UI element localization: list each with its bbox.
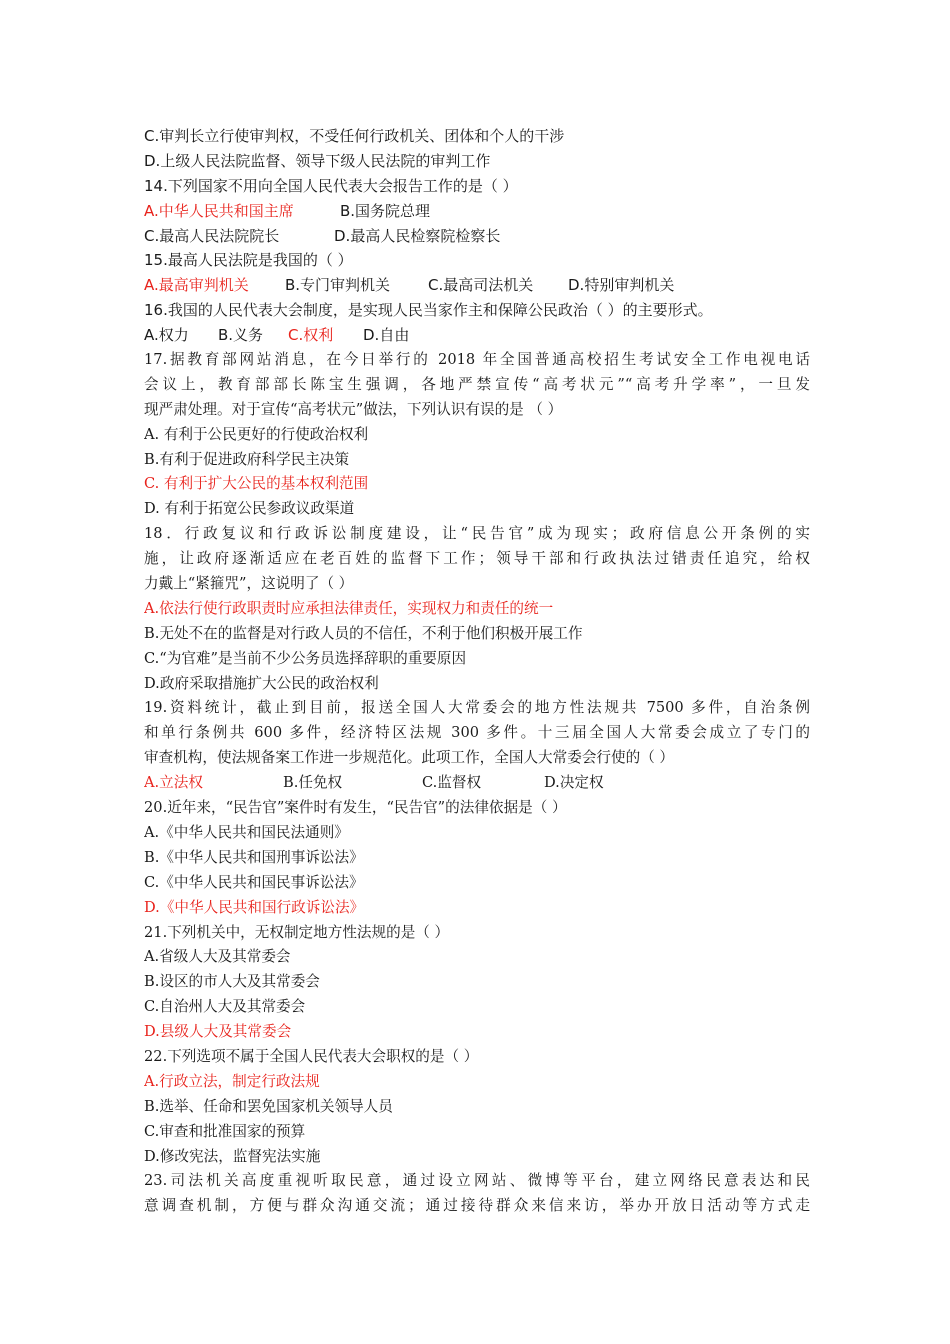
line-text: C.最高人民法院院长 [144,226,280,245]
text-line [144,149,810,174]
text-line [144,771,810,796]
text-line [144,273,810,298]
line-text: B.有利于促进政府科学民主决策 [144,450,350,468]
text-line [144,1194,810,1219]
line-text: 22.下列选项不属于全国人民代表大会职权的是（ ） [144,1047,479,1065]
line-text: 意调查机制，方便与群众沟通交流；通过接待群众来信来访，举办开放日活动等方式走 [144,1197,810,1215]
text-line [144,921,810,946]
line-text: D.特别审判机关 [568,276,675,295]
line-text: C.《中华人民共和国民事诉讼法》 [144,873,364,891]
text-line [144,622,810,647]
line-text: C.监督权 [422,774,482,792]
line-text: C.审判长立行使审判权，不受任何行政机关、团体和个人的干涉 [144,127,565,145]
text-line [144,174,810,199]
answer-text: A.最高审判机关 [144,276,249,295]
answer-text: A.行政立法，制定行政法规 [144,1072,320,1090]
line-text: B.无处不在的监督是对行政人员的不信任，不利于他们积极开展工作 [144,624,583,642]
text-line [144,597,810,622]
line-text: 18．行政复议和行政诉讼制度建设，让“民告官”成为现实；政府信息公开条例的实 [144,525,810,543]
answer-text: A.中华人民共和国主席 [144,201,294,220]
text-line [144,796,810,821]
text-line [144,497,810,522]
line-text: D.上级人民法院监督、领导下级人民法院的审判工作 [144,151,491,170]
line-text: B.设区的市人大及其常委会 [144,973,320,991]
text-line [144,1120,810,1145]
text-line [144,1169,810,1194]
answer-text: D.县级人大及其常委会 [144,1023,292,1041]
line-text: B.选举、任命和罢免国家机关领导人员 [144,1097,393,1115]
text-line [144,721,810,746]
line-text: 20.近年来，“民告官”案件时有发生，“民告官”的法律依据是（ ） [144,799,567,817]
text-line [144,1145,810,1170]
line-text: 19.资料统计，截止到目前，报送全国人大常委会的地方性法规共 7500 多件，自治条例 [144,699,810,717]
text-line [144,995,810,1020]
text-line [144,746,810,771]
text-line [144,572,810,597]
line-text: D.最高人民检察院检察长 [334,226,501,245]
answer-text: C.权利 [288,326,334,345]
text-line [144,871,810,896]
line-text: D.自由 [363,326,410,345]
text-line [144,945,810,970]
text-line [144,1020,810,1045]
text-line [144,821,810,846]
line-text: B.国务院总理 [340,201,431,220]
answer-text: D.《中华人民共和国行政诉讼法》 [144,898,365,916]
line-text: D.修改宪法，监督宪法实施 [144,1147,321,1165]
line-text: B.义务 [218,326,264,345]
line-text: 施，让政府逐渐适应在老百姓的监督下工作；领导干部和行政执法过错责任追究，给权 [144,550,810,568]
text-line [144,672,810,697]
line-text: 14.下列国家不用向全国人民代表大会报告工作的是（ ） [144,176,518,195]
text-line [144,423,810,448]
text-line [144,970,810,995]
line-text: C.“为官难”是当前不少公务员选择辞职的重要原因 [144,649,467,667]
line-text: 现严肃处理。对于宣传“高考状元”做法，下列认识有误的是 （ ） [144,400,563,418]
text-line [144,522,810,547]
text-line [144,448,810,473]
text-line [144,298,810,323]
line-text: 15.最高人民法院是我国的（ ） [144,251,353,270]
text-line [144,1070,810,1095]
text-line [144,1095,810,1120]
text-line [144,398,810,423]
answer-text: A.依法行使行政职责时应承担法律责任，实现权力和责任的统一 [144,599,554,617]
line-text: A.权力 [144,326,189,345]
line-text: 23.司法机关高度重视听取民意，通过设立网站、微博等平台，建立网络民意表达和民 [144,1172,810,1190]
answer-text: C. 有利于扩大公民的基本权利范围 [144,475,369,493]
line-text: A. 有利于公民更好的行使政治权利 [144,425,369,443]
text-line [144,647,810,672]
line-text: C.审查和批准国家的预算 [144,1122,306,1140]
line-text: B.《中华人民共和国刑事诉讼法》 [144,848,364,866]
line-text: 会议上，教育部部长陈宝生强调，各地严禁宣传“高考状元”“高考升学率”，一旦发 [144,375,810,393]
line-text: C.自治州人大及其常委会 [144,998,306,1016]
text-line [144,547,810,572]
text-line [144,124,810,149]
line-text: B.专门审判机关 [285,276,391,295]
text-line [144,224,810,249]
answer-text: A.立法权 [144,774,203,792]
line-text: D. 有利于拓宽公民参政议政渠道 [144,500,355,518]
line-text: 16.我国的人民代表大会制度，是实现人民当家作主和保障公民政治（ ）的主要形式。 [144,301,713,320]
line-text: 审查机构，使法规备案工作进一步规范化。此项工作，全国人大常委会行使的（ ） [144,749,675,767]
line-text: D.决定权 [544,774,604,792]
text-line [144,1045,810,1070]
text-line [144,348,810,373]
text-line [144,896,810,921]
line-text: A.省级人大及其常委会 [144,948,291,966]
line-text: D.政府采取措施扩大公民的政治权利 [144,674,379,692]
line-text: C.最高司法机关 [428,276,534,295]
line-text: 和单行条例共 600 多件，经济特区法规 300 多件。十三届全国人大常委会成立了专门的 [144,724,810,742]
line-text: 21.下列机关中，无权制定地方性法规的是（ ） [144,923,450,941]
line-text: A.《中华人民共和国民法通则》 [144,823,349,841]
text-line [144,323,810,348]
line-text: 17.据教育部网站消息，在今日举行的 2018 年全国普通高校招生考试安全工作电视电话 [144,351,810,369]
text-line [144,472,810,497]
line-text: 力戴上“紧箍咒”，这说明了（ ） [144,575,354,593]
text-line [144,199,810,224]
text-line [144,373,810,398]
text-line [144,248,810,273]
text-line [144,846,810,871]
text-line [144,696,810,721]
line-text: B.任免权 [283,774,343,792]
document-body [144,124,810,1219]
